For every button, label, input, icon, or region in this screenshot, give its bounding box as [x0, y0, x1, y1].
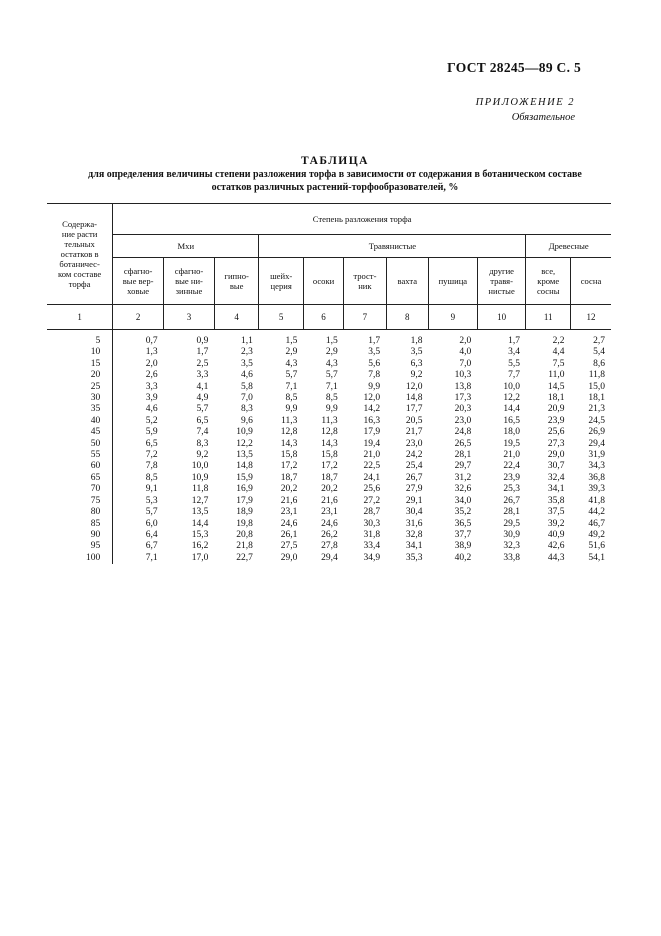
table-cell: 16,5 [503, 415, 520, 426]
column-header: сфагно- вые вер- ховые [113, 258, 164, 305]
table-cell: 1,1 [241, 336, 253, 346]
table-cell: 20,3 [454, 404, 472, 415]
table-cell: 21,6 [321, 495, 338, 506]
column-header: вахта [386, 258, 428, 305]
table-row [47, 370, 611, 381]
table-cell: 49,2 [588, 529, 605, 540]
table-cell: 25,6 [363, 484, 381, 495]
table-cell: 12,8 [280, 427, 298, 438]
table-cell: 21,0 [363, 450, 381, 461]
table-cell: 5,7 [325, 370, 338, 381]
table-cell: 17,2 [321, 461, 338, 472]
table-cell: 21,3 [588, 404, 605, 415]
table-cell: 23,1 [280, 507, 298, 518]
table-cell: 14,8 [405, 393, 423, 404]
table-cell: 0,7 [145, 336, 158, 346]
table-cell: 17,9 [236, 495, 253, 506]
table-cell: 4,0 [459, 347, 472, 358]
table-cell: 20,2 [280, 484, 298, 495]
table-cell: 44,2 [588, 507, 605, 518]
table-cell: 5,6 [368, 358, 381, 369]
table-cell: 9,9 [285, 404, 298, 415]
appendix-status: Обязательное [511, 112, 575, 123]
table-cell: 30,4 [405, 507, 423, 518]
table-cell: 51,6 [588, 541, 605, 552]
table-row [47, 553, 611, 564]
table-cell: 28,7 [363, 507, 381, 518]
header-content-label: Содержа- ние расти тельных остатков в ботаничес- ком составе торфа [58, 219, 102, 289]
header-group-woody: Древесные [526, 235, 611, 258]
appendix-label: ПРИЛОЖЕНИЕ 2 [475, 97, 575, 108]
table-cell: 27,2 [363, 495, 381, 506]
table-cell: 7,0 [241, 393, 253, 404]
table-cell: 25,3 [503, 484, 520, 495]
table-cell: 33,8 [503, 552, 520, 563]
table-cell: 21,6 [280, 495, 298, 506]
column-header: все, кроме сосны [526, 258, 571, 305]
table-cell: 2,0 [459, 336, 472, 346]
table-cell: 26,1 [280, 529, 298, 540]
table-title: ТАБЛИЦА [301, 155, 369, 167]
table-cell: 34,3 [588, 461, 605, 472]
table-cell: 44,3 [547, 552, 565, 563]
table-cell: 22,4 [503, 461, 520, 472]
table-row [47, 484, 611, 495]
header-group-mosses: Мхи [113, 235, 259, 258]
column-header: пушица [428, 258, 477, 305]
table-cell: 46,7 [588, 518, 605, 529]
row-content-value: 70 [47, 484, 113, 495]
column-number: 1 [47, 305, 113, 330]
table-cell: 6,3 [410, 358, 423, 369]
table-cell: 5,5 [508, 358, 520, 369]
table-cell: 24,6 [321, 518, 338, 529]
table-cell: 4,3 [325, 358, 338, 369]
table-row [47, 393, 611, 404]
table-cell: 6,7 [145, 541, 158, 552]
table-cell: 37,7 [454, 529, 472, 540]
row-content-value: 15 [47, 359, 113, 370]
table-cell: 4,1 [196, 381, 209, 392]
table-cell: 11,8 [588, 370, 605, 381]
row-content-value: 80 [47, 507, 113, 518]
table-cell: 24,5 [588, 415, 605, 426]
table-cell: 14,3 [321, 438, 338, 449]
table-cell: 12,2 [236, 438, 253, 449]
table-cell: 9,1 [145, 484, 158, 495]
table-cell: 24,1 [363, 472, 381, 483]
column-header: гипно- вые [214, 258, 259, 305]
table-row [47, 416, 611, 427]
table-cell: 29,4 [321, 552, 338, 563]
table-row [47, 330, 611, 348]
table-cell: 42,6 [547, 541, 565, 552]
row-content-value: 90 [47, 530, 113, 541]
table-cell: 24,6 [280, 518, 298, 529]
column-header: сфагно- вые ни- зинные [164, 258, 215, 305]
column-number: 2 [113, 305, 164, 330]
table-cell: 32,4 [547, 472, 565, 483]
table-cell: 17,7 [405, 404, 423, 415]
table-cell: 10,9 [236, 427, 253, 438]
table-cell: 26,7 [503, 495, 520, 506]
table-row [47, 473, 611, 484]
table-cell: 18,1 [547, 393, 565, 404]
table-cell: 5,7 [145, 507, 158, 518]
table-cell: 12,0 [405, 381, 423, 392]
table-cell: 4,4 [552, 347, 565, 358]
table-cell: 19,4 [363, 438, 381, 449]
table-cell: 31,6 [405, 518, 423, 529]
table-cell: 7,1 [285, 381, 298, 392]
table-cell: 14,3 [280, 438, 298, 449]
table-cell: 30,3 [363, 518, 381, 529]
table-cell: 34,0 [454, 495, 472, 506]
table-cell: 23,9 [547, 415, 565, 426]
table-cell: 10,0 [191, 461, 209, 472]
row-content-value: 30 [47, 393, 113, 404]
table-row [47, 404, 611, 415]
table-cell: 22,5 [363, 461, 381, 472]
table-cell: 7,2 [145, 450, 158, 461]
table-cell: 11,8 [192, 484, 209, 495]
table-cell: 23,0 [454, 415, 472, 426]
table-cell: 1,7 [196, 347, 209, 358]
table-cell: 7,8 [368, 370, 381, 381]
table-cell: 3,4 [508, 347, 520, 358]
table-cell: 7,1 [145, 552, 158, 563]
table-cell: 20,9 [547, 404, 565, 415]
row-content-value: 55 [47, 450, 113, 461]
table-cell: 26,5 [454, 438, 472, 449]
table-cell: 14,8 [236, 461, 253, 472]
table-cell: 16,3 [363, 415, 381, 426]
table-cell: 8,6 [593, 358, 605, 369]
table-cell: 32,3 [503, 541, 520, 552]
row-content-value: 35 [47, 404, 113, 415]
table-cell: 6,5 [196, 415, 209, 426]
table-cell: 1,7 [508, 336, 520, 346]
table-cell: 27,9 [405, 484, 423, 495]
table-cell: 6,4 [145, 529, 158, 540]
table-cell: 30,7 [547, 461, 565, 472]
table-cell: 8,5 [285, 393, 298, 404]
table-cell: 20,2 [321, 484, 338, 495]
table-cell: 29,0 [547, 450, 565, 461]
table-cell: 28,1 [503, 507, 520, 518]
row-content-value: 75 [47, 496, 113, 507]
table-cell: 37,5 [547, 507, 565, 518]
table-cell: 12,8 [321, 427, 338, 438]
table-cell: 18,7 [321, 472, 338, 483]
table-cell: 29,0 [280, 552, 298, 563]
table-cell: 25,6 [547, 427, 565, 438]
table-cell: 2,7 [593, 336, 605, 346]
table-cell: 15,9 [236, 472, 253, 483]
column-number: 3 [164, 305, 215, 330]
table-cell: 9,9 [368, 381, 381, 392]
table-cell: 18,1 [588, 393, 605, 404]
table-cell: 28,1 [454, 450, 472, 461]
table-cell: 11,3 [321, 415, 338, 426]
table-row [47, 450, 611, 461]
table-cell: 13,8 [454, 381, 472, 392]
row-content-value: 25 [47, 382, 113, 393]
table-cell: 34,1 [547, 484, 565, 495]
table-cell: 29,5 [503, 518, 520, 529]
table-cell: 39,2 [547, 518, 565, 529]
header-group-herbs: Травянистые [259, 235, 526, 258]
table-cell: 2,0 [145, 358, 158, 369]
table-cell: 35,8 [547, 495, 565, 506]
table-cell: 1,5 [325, 336, 338, 346]
table-cell: 7,8 [145, 461, 158, 472]
row-content-value: 50 [47, 439, 113, 450]
table-cell: 5,8 [241, 381, 253, 392]
table-cell: 0,9 [196, 336, 209, 346]
table-cell: 33,4 [363, 541, 381, 552]
table-cell: 15,8 [321, 450, 338, 461]
table-row [47, 519, 611, 530]
table-row [47, 347, 611, 358]
table-row [47, 507, 611, 518]
table-cell: 1,7 [368, 336, 381, 346]
table-cell: 12,7 [191, 495, 209, 506]
table-cell: 16,2 [191, 541, 209, 552]
appendix-block [476, 95, 575, 125]
table-cell: 30,9 [503, 529, 520, 540]
header-content-column [47, 204, 113, 305]
table-cell: 12,0 [363, 393, 381, 404]
table-cell: 19,8 [236, 518, 253, 529]
table-cell: 21,8 [236, 541, 253, 552]
table-cell: 14,4 [191, 518, 209, 529]
table-cell: 23,1 [321, 507, 338, 518]
table-row [47, 461, 611, 472]
table-cell: 5,3 [145, 495, 158, 506]
table-cell: 23,0 [405, 438, 423, 449]
table-cell: 15,3 [191, 529, 209, 540]
column-number: 5 [259, 305, 304, 330]
table-cell: 34,1 [405, 541, 423, 552]
row-content-value: 60 [47, 461, 113, 472]
table-cell: 20,5 [405, 415, 423, 426]
table-cell: 17,2 [280, 461, 298, 472]
table-cell: 19,5 [503, 438, 520, 449]
table-cell: 10,3 [454, 370, 472, 381]
page-header: ГОСТ 28245—89 С. 5 [447, 60, 581, 75]
table-cell: 5,9 [145, 427, 158, 438]
table-cell: 54,1 [588, 552, 605, 563]
column-number: 10 [477, 305, 526, 330]
table-cell: 8,3 [196, 438, 209, 449]
table-heading [40, 154, 630, 194]
table-cell: 11,3 [281, 415, 298, 426]
table-cell: 2,6 [145, 370, 158, 381]
table-cell: 16,9 [236, 484, 253, 495]
table-cell: 10,0 [503, 381, 520, 392]
table-cell: 9,6 [241, 415, 253, 426]
column-number: 9 [428, 305, 477, 330]
table-cell: 40,2 [454, 552, 472, 563]
table-cell: 5,2 [145, 415, 158, 426]
table-cell: 3,5 [241, 358, 253, 369]
table-row [47, 530, 611, 541]
table-cell: 2,5 [196, 358, 209, 369]
row-content-value: 20 [47, 370, 113, 381]
table-row [47, 439, 611, 450]
table-cell: 5,7 [196, 404, 209, 415]
table-cell: 17,3 [454, 393, 472, 404]
table-cell: 3,5 [368, 347, 381, 358]
table-cell: 17,9 [363, 427, 381, 438]
table-cell: 9,2 [196, 450, 209, 461]
column-header: осоки [303, 258, 343, 305]
table-cell: 26,7 [405, 472, 423, 483]
table-cell: 21,7 [405, 427, 423, 438]
table-cell: 3,3 [196, 370, 209, 381]
table-cell: 13,5 [236, 450, 253, 461]
table-cell: 7,0 [459, 358, 472, 369]
table-cell: 26,2 [321, 529, 338, 540]
table-cell: 9,9 [325, 404, 338, 415]
table-cell: 31,9 [588, 450, 605, 461]
column-number: 8 [386, 305, 428, 330]
table-cell: 14,4 [503, 404, 520, 415]
table-cell: 20,8 [236, 529, 253, 540]
table-cell: 5,4 [593, 347, 605, 358]
table-cell: 13,5 [191, 507, 209, 518]
table-cell: 10,9 [191, 472, 209, 483]
table-cell: 36,5 [454, 518, 472, 529]
table-cell: 27,5 [280, 541, 298, 552]
table-cell: 39,3 [588, 484, 605, 495]
table-cell: 38,9 [454, 541, 472, 552]
table-cell: 8,5 [145, 472, 158, 483]
table-cell: 1,5 [285, 336, 298, 346]
table-cell: 4,9 [196, 393, 209, 404]
table-cell: 2,9 [285, 347, 298, 358]
table-cell: 12,2 [503, 393, 520, 404]
table-cell: 1,8 [410, 336, 423, 346]
table-cell: 4,6 [241, 370, 253, 381]
table-row [47, 382, 611, 393]
table-cell: 15,8 [280, 450, 298, 461]
table-cell: 8,5 [325, 393, 338, 404]
row-content-value: 10 [47, 347, 113, 358]
table-cell: 7,5 [552, 358, 565, 369]
table-cell: 32,8 [405, 529, 423, 540]
table-cell: 29,1 [405, 495, 423, 506]
column-header: сосна [570, 258, 611, 305]
table-cell: 8,3 [241, 404, 253, 415]
table-cell: 3,3 [145, 381, 158, 392]
table-cell: 18,9 [236, 507, 253, 518]
table-cell: 14,2 [363, 404, 381, 415]
table-cell: 11,0 [548, 370, 565, 381]
table-cell: 35,2 [454, 507, 472, 518]
table-row [47, 427, 611, 438]
table-row [47, 359, 611, 370]
row-content-value: 100 [47, 553, 113, 564]
table-cell: 7,4 [196, 427, 209, 438]
table-row [47, 541, 611, 552]
table-cell: 25,4 [405, 461, 423, 472]
table-cell: 24,8 [454, 427, 472, 438]
table-cell: 40,9 [547, 529, 565, 540]
table-cell: 9,2 [410, 370, 423, 381]
table-cell: 31,8 [363, 529, 381, 540]
table-cell: 17,0 [191, 552, 209, 563]
column-number: 6 [303, 305, 343, 330]
table-cell: 4,3 [285, 358, 298, 369]
table-cell: 5,7 [285, 370, 298, 381]
table-cell: 15,0 [588, 381, 605, 392]
row-content-value: 45 [47, 427, 113, 438]
table-cell: 27,3 [547, 438, 565, 449]
column-number: 11 [526, 305, 571, 330]
table-cell: 4,6 [145, 404, 158, 415]
table-cell: 2,3 [241, 347, 253, 358]
table-cell: 18,7 [280, 472, 298, 483]
table-cell: 7,1 [325, 381, 338, 392]
column-number: 7 [344, 305, 386, 330]
table-cell: 32,6 [454, 484, 472, 495]
row-content-value: 85 [47, 519, 113, 530]
table-cell: 2,9 [325, 347, 338, 358]
table-cell: 2,2 [552, 336, 565, 346]
table-cell: 14,5 [547, 381, 565, 392]
table-cell: 34,9 [363, 552, 381, 563]
table-cell: 24,2 [405, 450, 423, 461]
table-cell: 29,4 [588, 438, 605, 449]
table-caption-line1: для определения величины степени разложения торфа в зависимости от содержания в ботаническом составе [88, 169, 582, 180]
table-cell: 29,7 [454, 461, 472, 472]
table-caption-line2: остатков различных растений-торфообразователей, % [211, 182, 459, 193]
table-cell: 23,9 [503, 472, 520, 483]
table-cell: 6,5 [145, 438, 158, 449]
row-content-value: 65 [47, 473, 113, 484]
table-cell: 6,0 [145, 518, 158, 529]
column-number: 4 [214, 305, 259, 330]
row-content-value: 5 [47, 330, 113, 348]
table-cell: 18,0 [503, 427, 520, 438]
table-cell: 31,2 [454, 472, 472, 483]
table-cell: 3,9 [145, 393, 158, 404]
table-cell: 1,3 [145, 347, 158, 358]
column-number: 12 [570, 305, 611, 330]
table-cell: 21,0 [503, 450, 520, 461]
row-content-value: 40 [47, 416, 113, 427]
table-cell: 35,3 [405, 552, 423, 563]
table-row [47, 496, 611, 507]
column-header: трост- ник [344, 258, 386, 305]
table-cell: 36,8 [588, 472, 605, 483]
row-content-value: 95 [47, 541, 113, 552]
table-cell: 3,5 [410, 347, 423, 358]
table-cell: 7,7 [508, 370, 520, 381]
table-cell: 41,8 [588, 495, 605, 506]
table-cell: 22,7 [236, 552, 253, 563]
table-cell: 26,9 [588, 427, 605, 438]
decomposition-table [47, 203, 611, 564]
column-header: шейх- церия [259, 258, 304, 305]
column-header: другие травя- нистые [477, 258, 526, 305]
table-cell: 27,8 [321, 541, 338, 552]
header-degree: Степень разложения торфа [113, 204, 611, 235]
